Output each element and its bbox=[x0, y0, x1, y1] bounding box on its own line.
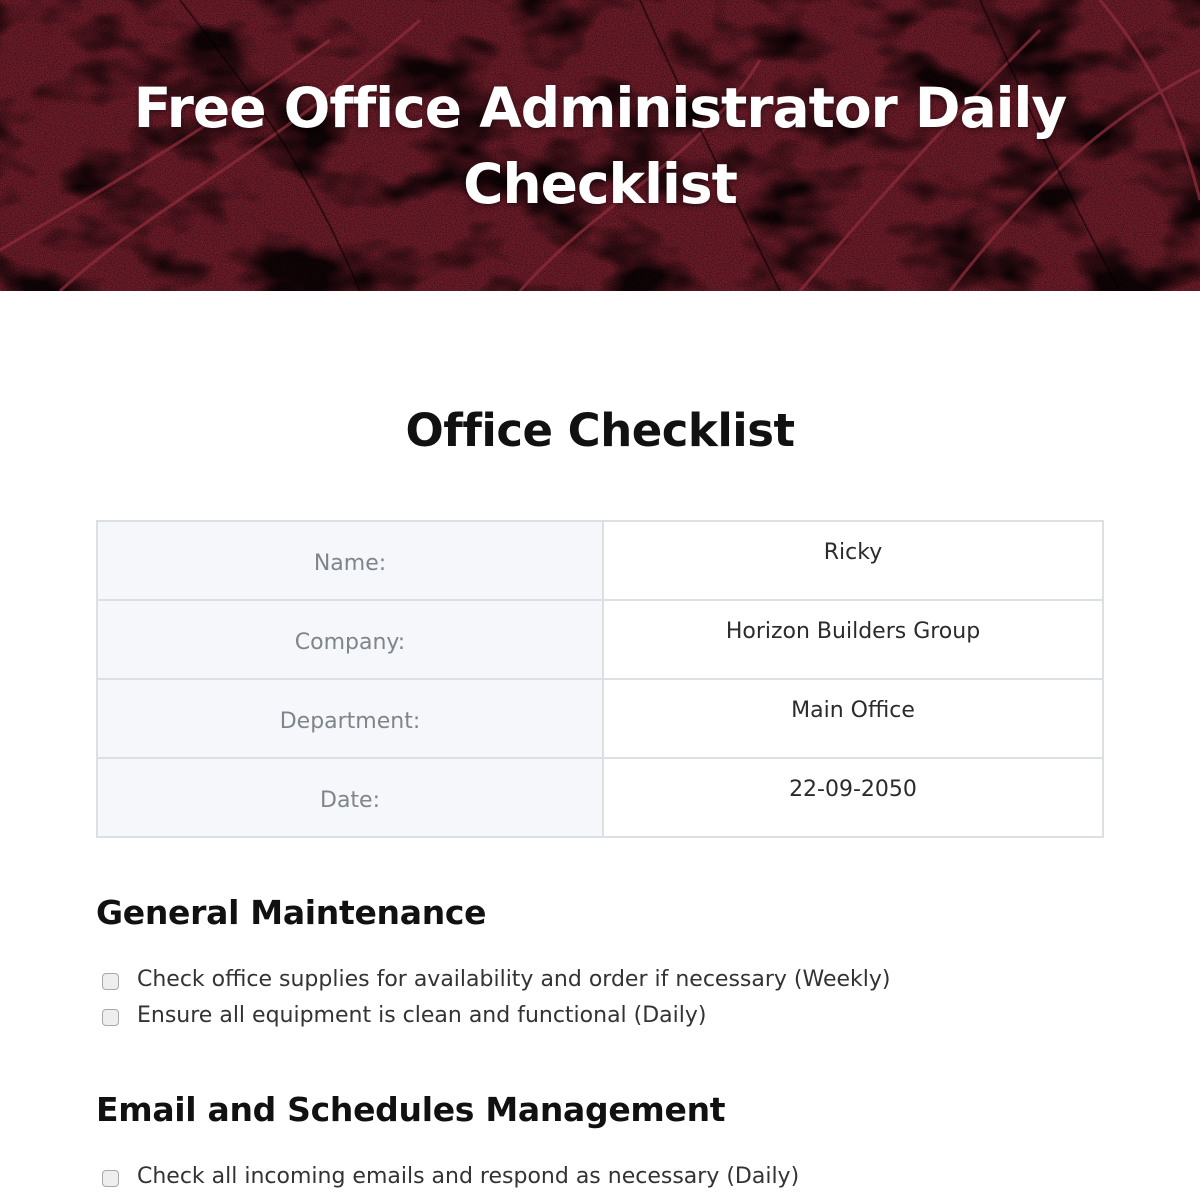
date-value: 22-09-2050 bbox=[603, 758, 1103, 837]
info-table bbox=[96, 520, 1104, 838]
department-label: Department: bbox=[97, 679, 603, 758]
table-row bbox=[97, 758, 1103, 837]
banner-title bbox=[0, 70, 1200, 222]
table-row bbox=[97, 521, 1103, 600]
checklist-item-label: Ensure all equipment is clean and functional (Daily) bbox=[137, 1002, 707, 1028]
page-title: Office Checklist bbox=[405, 404, 795, 457]
section-title-general-maintenance: General Maintenance bbox=[96, 893, 487, 932]
date-label: Date: bbox=[97, 758, 603, 837]
company-label: Company: bbox=[97, 600, 603, 679]
checklist-item bbox=[102, 964, 890, 994]
company-value: Horizon Builders Group bbox=[603, 600, 1103, 679]
checklist-item bbox=[102, 1000, 707, 1030]
table-row bbox=[97, 679, 1103, 758]
header-banner bbox=[0, 0, 1200, 291]
checkbox[interactable] bbox=[102, 973, 119, 990]
table-row bbox=[97, 600, 1103, 679]
department-value: Main Office bbox=[603, 679, 1103, 758]
name-label: Name: bbox=[97, 521, 603, 600]
name-value: Ricky bbox=[603, 521, 1103, 600]
banner-title-line1: Free Office Administrator Daily bbox=[133, 76, 1067, 140]
checkbox[interactable] bbox=[102, 1009, 119, 1026]
checklist-item bbox=[102, 1161, 799, 1191]
banner-title-line2: Checklist bbox=[463, 152, 737, 216]
section-title-email-schedules: Email and Schedules Management bbox=[96, 1090, 726, 1129]
checklist-item-label: Check all incoming emails and respond as necessary (Daily) bbox=[137, 1163, 800, 1189]
checklist-item-label: Check office supplies for availability and order if necessary (Weekly) bbox=[137, 966, 891, 992]
checkbox[interactable] bbox=[102, 1170, 119, 1187]
